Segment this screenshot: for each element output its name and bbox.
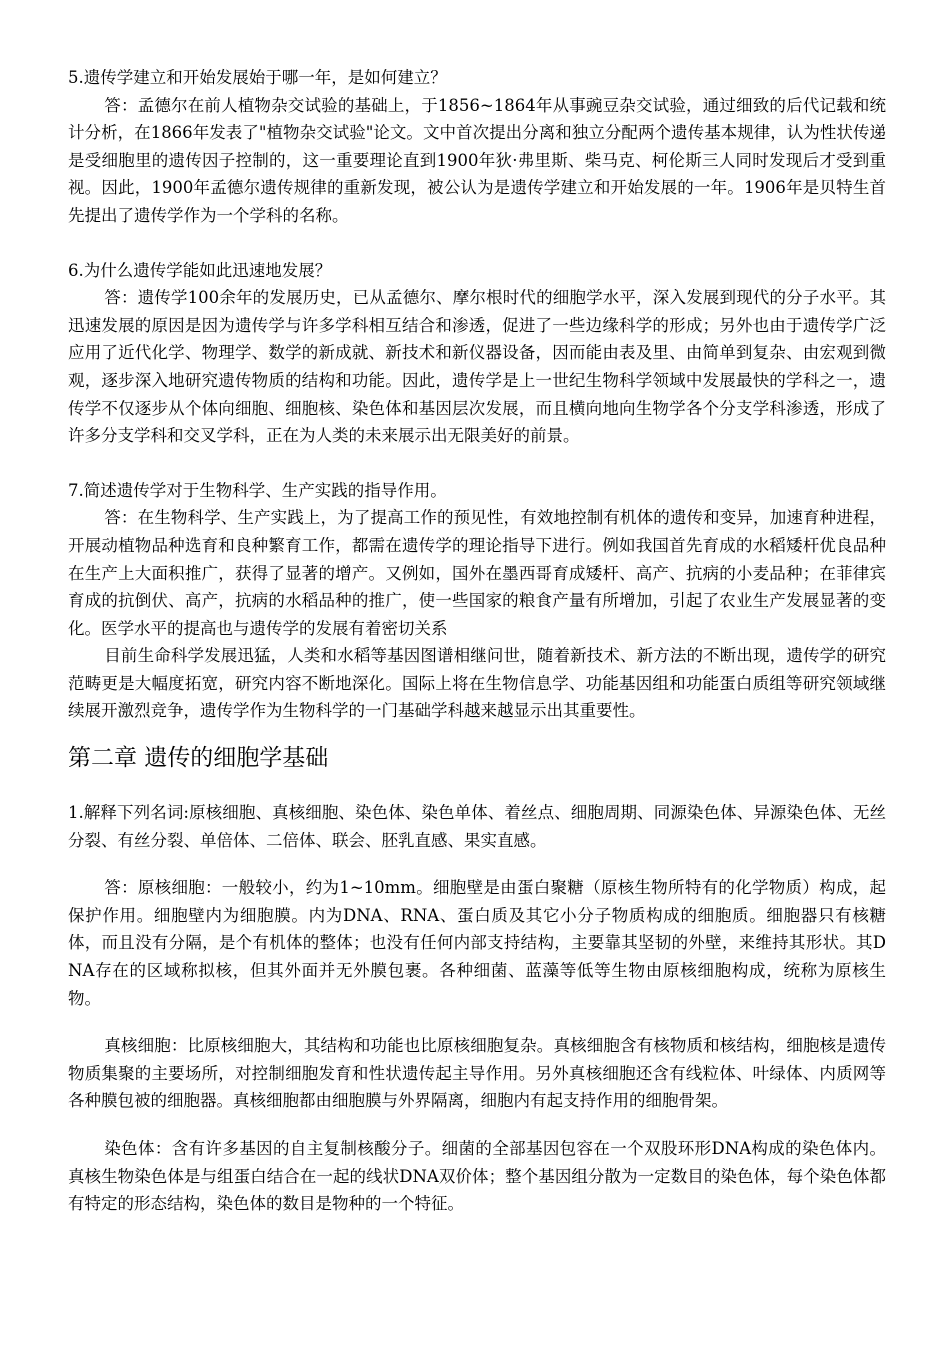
- definition-chromosome: 染色体：含有许多基因的自主复制核酸分子。细菌的全部基因包容在一个双股环形DNA构成的染色体内。真核生物染色体是与组蛋白结合在一起的线状DNA双价体；整个基因组分散为一定数目的染色体，每个染色体都有特定的形态结构，染色体的数目是物种的一个特征。: [68, 1139, 886, 1214]
- answer-7: 答：在生物科学、生产实践上，为了提高工作的预见性，有效地控制有机体的遗传和变异，加速育种进程，开展动植物品种选育和良种繁育工作，都需在遗传学的理论指导下进行。例如我国首先育成的水稻矮杆优良品种在生产上大面积推广，获得了显著的增产。又例如，国外在墨西哥育成矮杆、高产、抗病的小麦品种；在菲律宾育成的抗倒伏、高产，抗病的水稻品种的推广，使一些国家的粮食产量有所增加，引起了农业生产发展显著的变化。医学水平的提高也与遗传学的发展有着密切关系: [68, 508, 886, 638]
- chapter2-question-1: 1.解释下列名词:原核细胞、真核细胞、染色体、染色单体、着丝点、细胞周期、同源染色体、异源染色体、无丝分裂、有丝分裂、单倍体、二倍体、联会、胚乳直感、果实直感。: [68, 803, 886, 850]
- question-7: 7.简述遗传学对于生物科学、生产实践的指导作用。: [68, 480, 447, 500]
- answer-7-continued: 目前生命科学发展迅猛，人类和水稻等基因图谱相继问世，随着新技术、新方法的不断出现，遗传学的研究范畴更是大幅度拓宽，研究内容不断地深化。国际上将在生物信息学、功能基因组和功能蛋白质组等研究领域继续展开激烈竞争，遗传学作为生物科学的一门基础学科越来越显示出其重要性。: [68, 646, 886, 721]
- document-page: [68, 64, 886, 1218]
- answer-6: 答：遗传学100余年的发展历史，已从孟德尔、摩尔根时代的细胞学水平，深入发展到现代的分子水平。其迅速发展的原因是因为遗传学与许多学科相互结合和渗透，促进了一些边缘科学的形成；另外也由于遗传学广泛应用了近代化学、物理学、数学的新成就、新技术和新仪器设备，因而能由表及里、由简单到复杂、由宏观到微观，逐步深入地研究遗传物质的结构和功能。因此，遗传学是上一世纪生物科学领域中发展最快的学科之一，遗传学不仅逐步从个体向细胞、细胞核、染色体和基因层次发展，而且横向地向生物学各个分支学科渗透，形成了许多分支学科和交叉学科，正在为人类的未来展示出无限美好的前景。: [68, 288, 886, 446]
- question-6: 6.为什么遗传学能如此迅速地发展？: [68, 260, 332, 280]
- definition-prokaryote: 答：原核细胞：一般较小，约为1~10mm。细胞壁是由蛋白聚糖（原核生物所特有的化学物质）构成，起保护作用。细胞壁内为细胞膜。内为DNA、RNA、蛋白质及其它小分子物质构成的细胞质。细胞器只有核糖体，而且没有分隔，是个有机体的整体；也没有任何内部支持结构，主要靠其坚韧的外壁，来维持其形状。其DNA存在的区域称拟核，但其外面并无外膜包裹。各种细菌、蓝藻等低等生物由原核细胞构成，统称为原核生物。: [68, 878, 886, 1008]
- question-5: 5.遗传学建立和开始发展始于哪一年，是如何建立？: [68, 68, 447, 87]
- definition-eukaryote: 真核细胞：比原核细胞大，其结构和功能也比原核细胞复杂。真核细胞含有核物质和核结构，细胞核是遗传物质集聚的主要场所，对控制细胞发育和性状遗传起主导作用。另外真核细胞还含有线粒体、叶绿体、内质网等各种膜包被的细胞器。真核细胞都由细胞膜与外界隔离，细胞内有起支持作用的细胞骨架。: [68, 1036, 886, 1111]
- answer-5: 答：孟德尔在前人植物杂交试验的基础上，于1856~1864年从事豌豆杂交试验，通过细致的后代记载和统计分析，在1866年发表了"植物杂交试验"论文。文中首次提出分离和独立分配两个遗传基本规律，认为性状传递是受细胞里的遗传因子控制的，这一重要理论直到1900年狄·弗里斯、柴马克、柯伦斯三人同时发现后才受到重视。因此，1900年孟德尔遗传规律的重新发现，被公认为是遗传学建立和开始发展的一年。1906年是贝特生首先提出了遗传学作为一个学科的名称。: [68, 95, 886, 225]
- chapter-title: 第二章 遗传的细胞学基础: [68, 745, 329, 772]
